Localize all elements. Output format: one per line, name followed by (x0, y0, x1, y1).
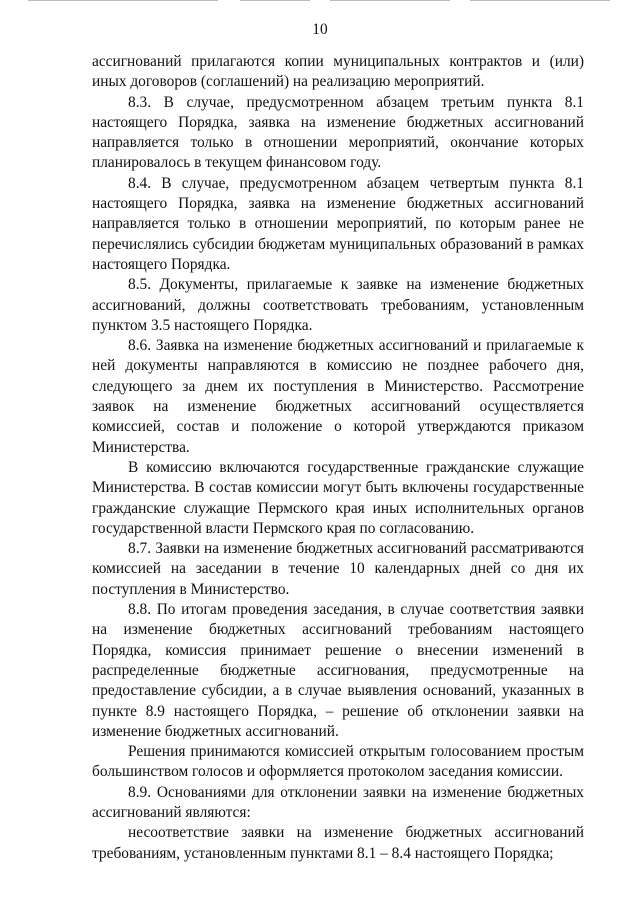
paragraph-8-9: 8.9. Основаниями для отклонении заявки на изменение бюджетных ассигнований являются: (92, 783, 584, 821)
paragraph-8-3: 8.3. В случае, предусмотренном абзацем третьим пункта 8.1 настоящего Порядка, заявка на изменение бюджетных ассигнований направляется только в отношении мероприятий, окончание которых планировалось в текущем финансовом году. (92, 93, 584, 172)
paragraph-8-4: 8.4. В случае, предусмотренном абзацем четвертым пункта 8.1 настоящего Порядка, заявка на изменение бюджетных ассигнований направляется только в отношении мероприятий, по которым ранее не перечислялись субсидии бюджетам муниципальных образований в рамках настоящего Порядка. (92, 174, 584, 273)
paragraph-8-5: 8.5. Документы, прилагаемые к заявке на изменение бюджетных ассигнований, должны соответствовать требованиям, установленным пунктом 3.5 настоящего Порядка. (92, 276, 584, 334)
document-body (92, 52, 584, 864)
paragraph-8-8: 8.8. По итогам проведения заседания, в случае соответствия заявки на изменение бюджетных ассигнований требованиям настоящего Порядка, комиссия принимает решение о внесении изменений в распределенные бюджетные ассигнования, предусмотренные на предоставление субсидии, а в случае выявления оснований, указанных в пункте 8.9 настоящего Порядка, – решение об отклонении заявки на изменение бюджетных ассигнований. (92, 601, 584, 740)
paragraph-decisions: Решения принимаются комиссией открытым голосованием простым большинством голосов и оформляется протоколом заседания комиссии. (92, 743, 584, 781)
paragraph-8-6: 8.6. Заявка на изменение бюджетных ассигнований и прилагаемые к ней документы направляются в комиссию не позднее рабочего дня, следующего за днем их поступления в Министерство. Рассмотрение заявок на изменение бюджетных ассигнований осуществляется комиссией, состав и положение о которой утверждаются приказом Министерства. (92, 337, 584, 456)
paragraph-8-7: 8.7. Заявки на изменение бюджетных ассигнований рассматриваются комиссией на заседании в течение 10 календарных дней со дня их поступления в Министерство. (92, 540, 584, 598)
paragraph-continuation: ассигнований прилагаются копии муниципальных контрактов и (или) иных договоров (соглашений) на реализацию мероприятий. (92, 53, 584, 91)
paragraph-grounds-item: несоответствие заявки на изменение бюджетных ассигнований требованиям, установленным пунктами 8.1 – 8.4 настоящего Порядка; (92, 824, 584, 862)
page-number: 10 (312, 21, 328, 38)
paragraph-commission-members: В комиссию включаются государственные гражданские служащие Министерства. В состав комиссии могут быть включены государственные гражданские служащие Пермского края иных исполнительных органов государственной власти Пермского края по согласованию. (92, 458, 584, 537)
scan-edge-marks (0, 0, 640, 3)
